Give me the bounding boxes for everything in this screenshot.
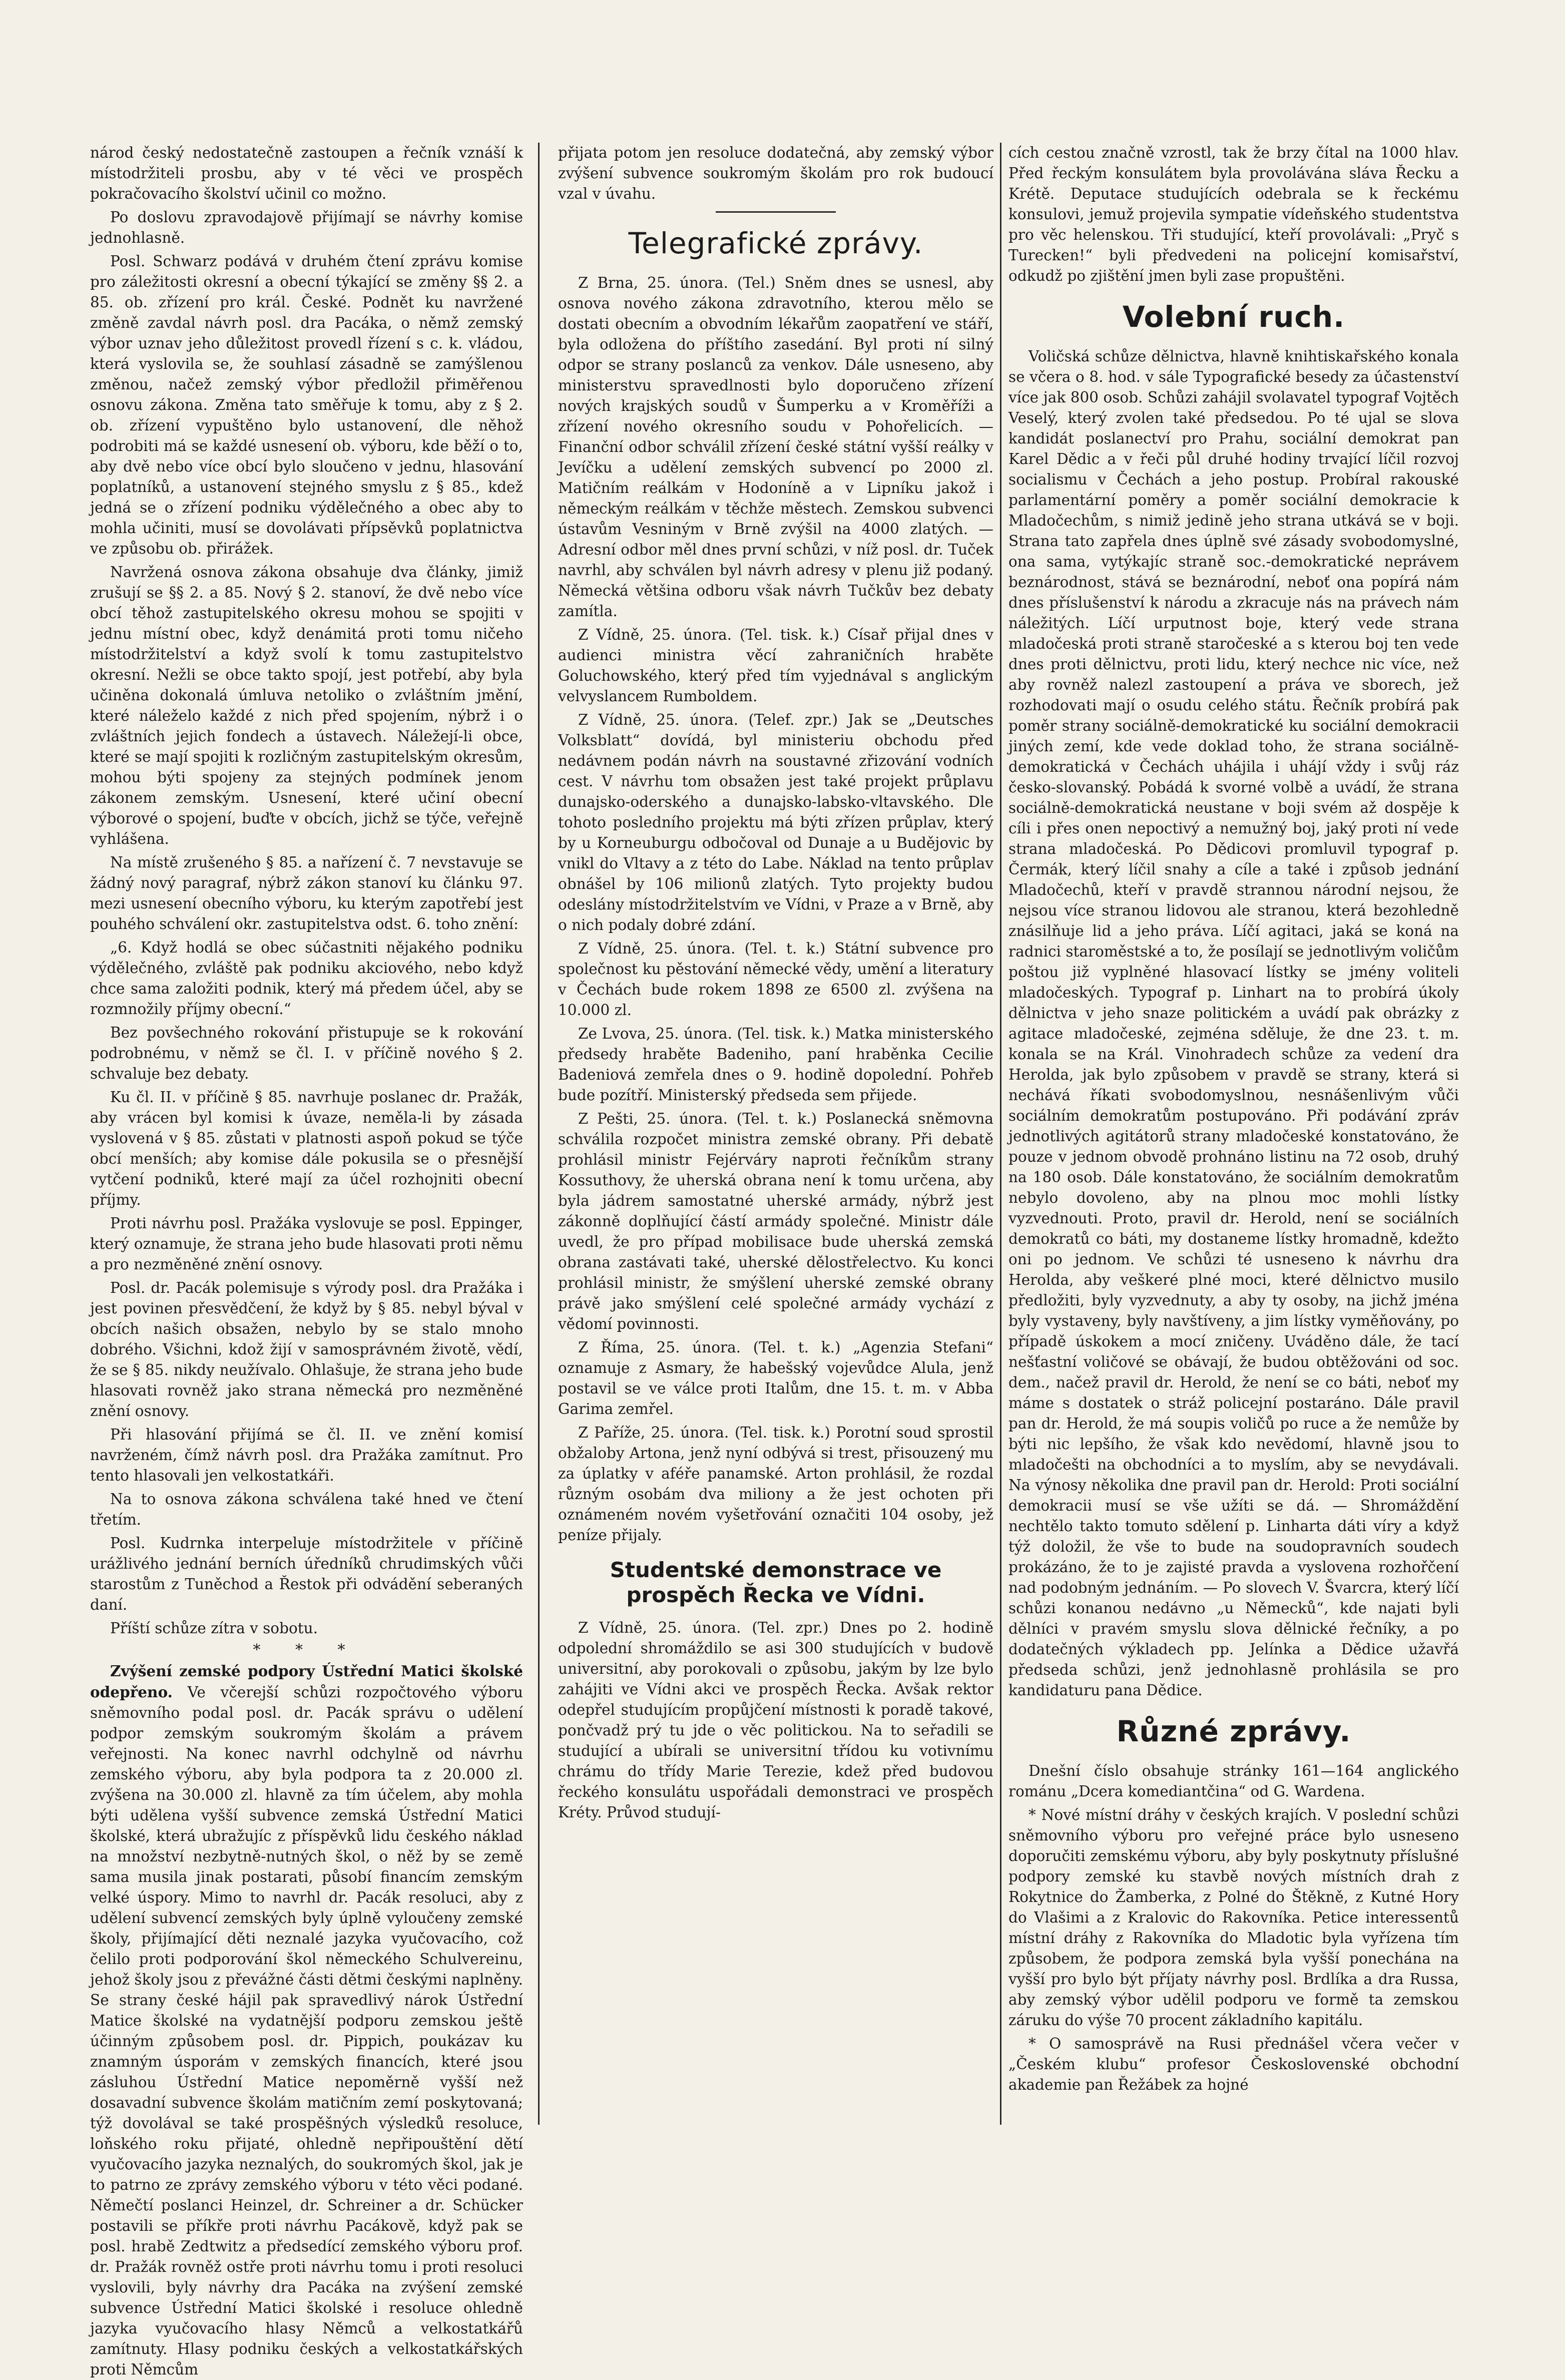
article-paragraph: Posl. Kudrnka interpeluje místodržitele v příčině urážlivého jednání berních úředníků chrudimských vůči starostům z Tuněchod a Řestok při odvádění seberaných daní.: [90, 1535, 523, 1613]
article-paragraph: Navržená osnova zákona obsahuje dva články, jimiž zrušují se §§ 2. a 85. Nový § 2. stanoví, že dvě nebo více obcí těhož zastupitelského okresu mohou se spojiti v jednu místní obec, když denámitá proti tomu ničeho místodržitelství a když svolí k tomu zastupitelstvo okresní. Nežli se obce takto spojí, jest potřebí, aby byla učiněna dokonalá úmluva netoliko o zvláštním jmění, které náleželo každé z nich před spojením, nýbrž i o zvláštních jejich fondech a ústavech. Náležejí-li obce, které se mají spojiti k rozličným zastupitelským okresům, mohou býti spojeny za stejných podmínek jenom zákonem zemským. Usnesení, které učiní obecní výborové o spojení, buďte v obcích, jichž se týče, veřejně vyhlášena.: [90, 564, 523, 847]
article-lead: Zvýšení zemské podpory Ústřední Matici školské odepřeno.: [90, 1662, 523, 1701]
article-paragraph: cích cestou značně vzrostl, tak že brzy čítal na 1000 hlav. Před řeckým konsulátem byla provolávána sláva Řecku a Krétě. Deputace studujících odebrala se k řeckému konsulovi, jemuž projevila sympatie vídeňského studentstva pro věc helenskou. Tři studující, kteří provolávali: „Pryč s Turecken!“ byli předvedeni na policejní komisařství, odkudž po zjištění jmen byli zase propuštěni.: [1008, 144, 1459, 284]
article-paragraph: Na místě zrušeného § 85. a nařízení č. 7 nevstavuje se žádný nový paragraf, nýbrž zákon stanoví ku článku 97. mezi usnesení obecního výboru, ku kterým zapotřebí jest pouhého schválení okr. zastupitelstva odst. 6. toho znění:: [90, 854, 523, 932]
article-paragraph: Příští schůze zítra v sobotu.: [110, 1620, 318, 1637]
article-paragraph: Posl. dr. Pacák polemisuje s výrody posl. dra Pražáka i jest povinen přesvědčení, že když by § 85. nebyl býval v obcích našich obsažen, nebylo by se stalo mnoho dobrého. Všichni, kdož žijí v samosprávném životě, vědí, že se § 85. nikdy neužívalo. Ohlašuje, že strana jeho bude hlasovati rovněž jako strana německá pro nezměněné znění osnovy.: [90, 1279, 523, 1419]
article-paragraph: Při hlasování přijímá se čl. II. ve znění komisí navrženém, čímž návrh posl. dra Pražáka zamítnut. Pro tento hlasovali jen velkostatkáři.: [90, 1426, 523, 1484]
article-paragraph: „6. Když hodlá se obec súčastniti nějakého podniku výdělečného, zvláště pak podniku akciového, nebo když chce sama založiti podnik, který má předem účel, aby se rozmnožily příjmy obecní.“: [90, 939, 523, 1018]
article-paragraph: Proti návrhu posl. Pražáka vyslovuje se posl. Eppinger, který oznamuje, že strana jeho bude hlasovati proti němu a pro nezměněné znění osnovy.: [90, 1215, 523, 1273]
article-paragraph: Z Vídně, 25. února. (Telef. zpr.) Jak se „Deutsches Volksblatt“ dovídá, byl ministeriu obchodu před nedávnem podán návrh na soustavné zřizování vodních cest. V návrhu tom obsažen jest také projekt průplavu dunajsko-oderského a dunajsko-labsko-vltavského. Dle tohoto posledního projektu má býti zřízen průplav, který by u Korneuburgu odbočoval od Dunaje a u Budějovic by vnikl do Vltavy a z této do Labe. Náklad na tento průplav obnášel by 106 milionů zlatých. Tyto projekty budou odeslány místodržitelstvím ve Vídni, v Praze a v Brně, aby o nich podaly dobré zdání.: [558, 711, 993, 933]
article-paragraph: Po doslovu zpravodajově přijímají se návrhy komise jednohlasně.: [90, 209, 523, 246]
section-heading-students: Studentské demonstrace ve prospěch Řecka ve Vídni.: [610, 1558, 942, 1607]
article-paragraph: přijata potom jen resoluce dodatečná, aby zemský výbor zvýšení subvence soukromým školám pro rok budoucí vzal v úvahu.: [558, 144, 993, 202]
article-paragraph: Z Říma, 25. února. (Tel. t. k.) „Agenzia Stefani“ oznamuje z Asmary, že habešský vojevůdce Alula, jenž postavil se ve válce proti Italům, dne 15. t. m. v Abba Garima zemřel.: [558, 1339, 993, 1417]
article-paragraph: národ český nedostatečně zastoupen a řečník vznáší k místodržiteli prosbu, aby v té věci ve prospěch pokračovacího školství učinil co možno.: [90, 144, 523, 202]
article-paragraph: Posl. Schwarz podává v druhém čtení zprávu komise pro záležitosti okresní a obecní týkající se změny §§ 2. a 85. ob. zřízení pro král. České. Podnět ku navržené změně zavdal návrh posl. dra Pacáka, o němž zemský výbor uznav jeho důležitost provedl řízení s c. k. vládou, která vyslovila se, že souhlasí zásadně se zamýšlenou změnou, načež zemský výbor předložil přiměřenou osnovu zákona. Změna tato směřuje k tomu, aby z § 2. ob. zřízení vypuštěno bylo ustanovení, dle něhož podrobiti má se každé usnesení ob. výboru, kde běží o to, aby dvě nebo více obcí bylo sloučeno v jednu, hlasování poplatníků, a ustanovení stejného smyslu z § 85., kdež jedná se o zřízení podniku výdělečného a obec aby to mohla učiniti, musí se dovolávati přípsěvků poplatnictva ve způsobu ob. přirážek.: [90, 253, 523, 557]
article-paragraph: * Nové místní dráhy v českých krajích. V poslední schůzi sněmovního výboru pro veřejné práce bylo usneseno doporučiti zemskému výboru, aby byly poskytnuty příslušné podpory zemské ku stavbě nových místních drah z Rokytnice do Žamberka, z Polné do Štěkně, z Kutné Hory do Vlašimi a z Kralovic do Rakovníka. Petice interessentů místní dráhy z Rakovníka do Mladotic byla vyřízena tím způsobem, že podpora zemská byla vyšší ponechána na vyšší pro bylo být příjaty návrhy posl. Brdlíka a dra Russa, aby zemský výbor udělil podporu ve formě ta zemskou záruku do výše 70 procent základního kapitálu.: [1008, 1806, 1459, 2029]
article-paragraph: Z Vídně, 25. února. (Tel. tisk. k.) Císař přijal dnes v audienci ministra věcí zahraničních hraběte Goluchowského, který před tím vyjednával s anglickým velvyslancem Rumboldem.: [558, 626, 993, 705]
article-paragraph: Ze Lvova, 25. února. (Tel. tisk. k.) Matka ministerského předsedy hraběte Badeniho, paní hraběnka Cecilie Badeniová zemřela dnes o 9. hodině dopolední. Pohřeb bude pozítří. Ministerský předseda sem přijede.: [558, 1025, 993, 1104]
article-paragraph: Na to osnova zákona schválena také hned ve čtení třetím.: [90, 1491, 523, 1528]
column-rule: [538, 143, 540, 2125]
article-paragraph: Dnešní číslo obsahuje stránky 161—164 anglického románu „Dcera komediantčina“ od G. Wardena.: [1008, 1762, 1459, 1800]
article-paragraph: * O samosprávě na Rusi přednášel včera večer v „Českém klubu“ profesor Československé obchodní akademie pan Řežábek za hojné: [1008, 2035, 1459, 2093]
article-paragraph: Z Vídně, 25. února. (Tel. zpr.) Dnes po 2. hodině odpolední shromáždilo se asi 300 studujících v budově universitní, aby porokovali o způsobu, jakým by lze bylo zahájiti ve Vídni akci ve prospěch Řecka. Avšak rektor odepřel studujícím propůjčení místnosti k poradě takové, pončvadž prý tu jde o věc politickou. Na to seřadili se studující a ubírali se universitní třídou ku votivnímu chrámu do třídy Marie Terezie, kdež před budovou řeckého konsulátu uspořádali demonstraci ve prospěch Kréty. Průvod studují-: [558, 1619, 993, 1821]
article-paragraph: Bez povšechného rokování přistupuje se k rokování podrobnému, v němž se čl. I. v příčině nového § 2. schvaluje bez debaty.: [90, 1024, 523, 1082]
column-middle: [558, 143, 993, 2125]
section-heading-elections: Volební ruch.: [1122, 300, 1345, 334]
column-rule: [1000, 143, 1001, 2125]
article-paragraph: Z Brna, 25. února. (Tel.) Sněm dnes se usnesl, aby osnova nového zákona zdravotního, kterou mělo se dostati obecním a obvodním lékařům zaopatření ve stáří, byla odložena do příštího zasedání. Byl proti ní silný odpor se strany poslanců za venkov. Dále usneseno, aby ministerstvu spravedlnosti bylo doporučeno zřízení nových krajských soudů v Šumperku a v Kroměříži a zřízení nového okresního soudu v Pohořelicích. — Finanční odbor schválil zřízení české státní vyšší reálky v Jevíčku a udělení zemských subvencí po 2000 zl. Matičním reálkám v Hodoníně a v Lipníku jakož i německým reálkám v těchže městech. Zemskou subvenci ústavům Vesniným v Brně zvýšil na 4000 zlatých. — Adresní odbor měl dnes první schůzi, v níž posl. dr. Tuček navrhl, aby schválen byl návrh adresy v plenu již podaný. Německá většina odboru však návrh Tučkův bez debaty zamítla.: [558, 274, 993, 620]
column-right: [1008, 143, 1459, 2125]
section-heading-misc: Různé zprávy.: [1116, 1714, 1351, 1748]
article-paragraph: Z Paříže, 25. února. (Tel. tisk. k.) Porotní soud sprostil obžaloby Artona, jenž nyní odbývá si trest, přisouzený mu za úplatky v aféře panamské. Arton prohlásil, že rozdal různým osobám dva miliony a že jest ochoten při oznámeném novém vyšetřování označiti 104 osoby, jež peníze přijaly.: [558, 1424, 993, 1544]
divider: [716, 211, 836, 213]
article-paragraph: Ve včerejší schůzi rozpočtového výboru sněmovního podal posl. dr. Pacák správu o udělení podpor zemským soukromým školám a právem veřejnosti. Na konec navrhl odchylně od návrhu zemského výboru, aby byla podpora ta z 20.000 zl. zvýšena na 30.000 zl. hlavně za tím účelem, aby mohla býti udělena vyšší subvence zemská Ústřední Matici školské, která ubražujíc z příspěvků lidu českého náklad na množství nezbytně-nutných škol, o něž by se země sama musila jinak postarati, působí financím zemským velké úspory. Mimo to navrhl dr. Pacák resoluci, aby z udělení subvencí zemských byly úplně vyloučeny zemské školy, přijímající děti neznalé jazyka vyučovacího, což čelilo proti podporování škol německého Schulvereinu, jehož školy jsou z převážné části dětmi českými naplněny. Se strany české hájil pak spravedlivý nárok Ústřední Matice školské na vydatnější podporu zemskou ještě účinným způsobem posl. dr. Pippich, poukázav ku znamným úsporám v zemských financích, které jsou zásluhou Ústřední Matice nepoměrně vyšší než dosavadní subvence školám matičním zemí poskytovaná; týž dovolával se také prospěšných výsledků resoluce, loňského roku přijaté, ohledně nepřipouštění dětí vyučovacího jazyka neznalých, do soukromých škol, jak je to patrno ze zprávy zemského výboru v této věci podané. Němečtí poslanci Heinzel, dr. Schreiner a dr. Schücker postavili se příkře proti návrhu Pacákově, když pak se posl. hrabě Zedtwitz a předsedící zemského výboru prof. dr. Pražák rovněž ostře proti návrhu tomu i proti resoluci vyslovili, byly návrhy dra Pacáka na zvýšení zemské subvence Ústřední Matici školské i resoluce ohledně jazyka vyučovacího hlasy Němců a velkostatkářů zamítnuty. Hlasy podniku českých a velkostatkářských proti Němcům: [90, 1684, 523, 2378]
article-paragraph: Ku čl. II. v příčině § 85. navrhuje poslanec dr. Pražák, aby vrácen byl komisi k úvaze, neměla-li by zásada vyslovená v § 85. zůstati v platnosti aspoň pokud se týče obcí menších; aby komise dále pokusila se o přesnější vytčení podniků, které mají za účel rozhojniti obecní příjmy.: [90, 1089, 523, 1208]
section-stars: * * *: [253, 1641, 360, 1659]
article-paragraph: Z Pešti, 25. února. (Tel. t. k.) Poslanecká sněmovna schválila rozpočet ministra zemské obrany. Při debatě prohlásil ministr Fejérváry naproti řečníkům strany Kossuthovy, že uherská obrana není k tomu určena, aby byla jádrem samostatné uherské armády, nýbrž jest zákonně doplňující částí armády společné. Ministr dále uvedl, že pro případ mobilisace bude uherská zemská obrana zastávati také, uherské dělostřelectvo. Ku konci prohlásil ministr, že smýšlení uherské zemské obrany právě jako smýšlení celé společné armády vychází z vědomí povinnosti.: [558, 1110, 993, 1332]
article-paragraph: Voličská schůze dělnictva, hlavně knihtiskařského konala se včera o 8. hod. v sále Typografické besedy za účastenství více jak 800 osob. Schůzi zahájil svolavatel typograf Vojtěch Veselý, který zvolen také předsedou. Po té ujal se slova kandidát poslanectví pro Prahu, sociální demokrat pan Karel Dědic a v řeči půl druhé hodiny trvající líčil rozvoj socialismu v Čechách a jeho postup. Probíral rakouské parlamentární poměry a poměr sociální demokracie k Mladočechům, s nimiž jedině jeho strana utkává se v boji. Strana tato zapřela dnes úplně své zásady svobodomyslné, ona sama, vytýkajíc straně soc.-demokratické neprávem beznárodnost, stává se beznárodní, neboť ona popírá nám dnes příslušenství k národu a zkracuje nás na právech nám náležitých. Líčí urputnost boje, který vede strana mladočeská proti straně staročeské a s kterou boj ten vede dnes proti dělnictvu, proti lidu, který nechce nic více, než aby rovněž nalezl zastoupení a práva ve sborech, jež rozhodovati mají o osudu celého státu. Řečník probírá pak poměr strany sociálně-demokratické ku sociální demokracii jiných zemí, kde vede doklad toho, že strana sociálně-demokratická v Čechách uhájila i uhájí vždy i svůj ráz česko-slovanský. Pobádá k svorné volbě a uvádí, že strana sociálně-demokratická neustane v boji svém až dospěje k cíli i přes onen nepoctivý a nemužný boj, jaký proti ní vede strana mladočeská. Po Dědicovi promluvil typograf p. Čermák, který líčil snahy a cíle a také i způsob jednání Mladočechů, kteří v pravdě strannou národní nejsou, že nejsou více stranou lidovou ale stranou, která bezohledně znásilňuje lid a jeho práva. Líčí agitaci, jaká se koná na radnici staroměstské a to, že posílají se jednotlivým voličům poštou již vyplněné hlasovací lístky se jmény voliteli mladočeských. Typograf p. Linhart na to probírá úkoly dělnictva v jeho snaze politickém a uvádí pak obrázky z agitace mladočeské, zejména sděluje, že dne 23. t. m. konala se na Král. Vinohradech schůze za vedení dra Herolda, jak bylo způsobem v pravdě se strany, která si nechává říkati svobodomyslnou, nesnášenlivým vůči sociálním demokratům postupováno. Při podávání zpráv jednotlivých agitátorů strany mladočeské konstatováno, že pouze v jednom obvodě prohnáno listinu na 72 osob, druhý na 180 osob. Dále konstatováno, že sociálním demokratům nebylo dovoleno, aby na plnou moc mohli lístky vyzvednouti. Proto, pravil dr. Herold, není se sociálních demokratů co báti, my dostaneme lístky hromadně, kdežto oni po jednom. Ve schůzi té usneseno k návrhu dra Herolda, aby veškeré plné moci, které dělnictvo musilo předložiti, byly vyzvednuty, a aby ty osoby, na jichž jména byly vystaveny, byly navštíveny, a jim lístky vyměňovány, po případě úskokem a mocí zničeny. Uváděno dále, že tací nešťastní voličové se obávají, že budou obtěžováni od soc. dem., načež pravil dr. Herold, že není se co báti, neboť my máme s dostatek o stráž policejní postaráno. Dále pravil pan dr. Herold, že má soupis voličů po ruce a že nemůže by býti nic lepšího, že však kdo nevědomí, hlavně jsou to mladočešti na obchodníci a to myslím, aby se nevydávali. Na výnosy několika dne pravil pan dr. Herold: Proti sociální demokracii musí se vše užíti se dá. — Shromáždění nechtělo takto tomuto sdělení p. Linharta dáti víry a když týž doložil, že vše to bude na soudopravních soudech prokázáno, že to je zajisté pravda a vyslovena rozhořčení nad podobným jednáním. — Po slovech V. Švarcra, který líčí schůzi konanou nedávno „u Německů“, kde najati byli dělníci v pravém smyslu slova dělnické řečníky, a po dodatečných výkladech pp. Jelínka a Dědice užavřá předseda schůzi, jenž jednohlasně prohlásila se pro kandidaturu pana Dědice.: [1008, 348, 1459, 1699]
column-left: [90, 143, 523, 2378]
section-heading-telegraphic: Telegrafické zprávy.: [628, 226, 923, 260]
newspaper-page: [75, 143, 1474, 2378]
article-paragraph: Z Vídně, 25. února. (Tel. t. k.) Státní subvence pro společnost ku pěstování německé vědy, umění a literatury v Čechách bude rokem 1898 ze 6500 zl. zvýšena na 10.000 zl.: [558, 940, 993, 1019]
